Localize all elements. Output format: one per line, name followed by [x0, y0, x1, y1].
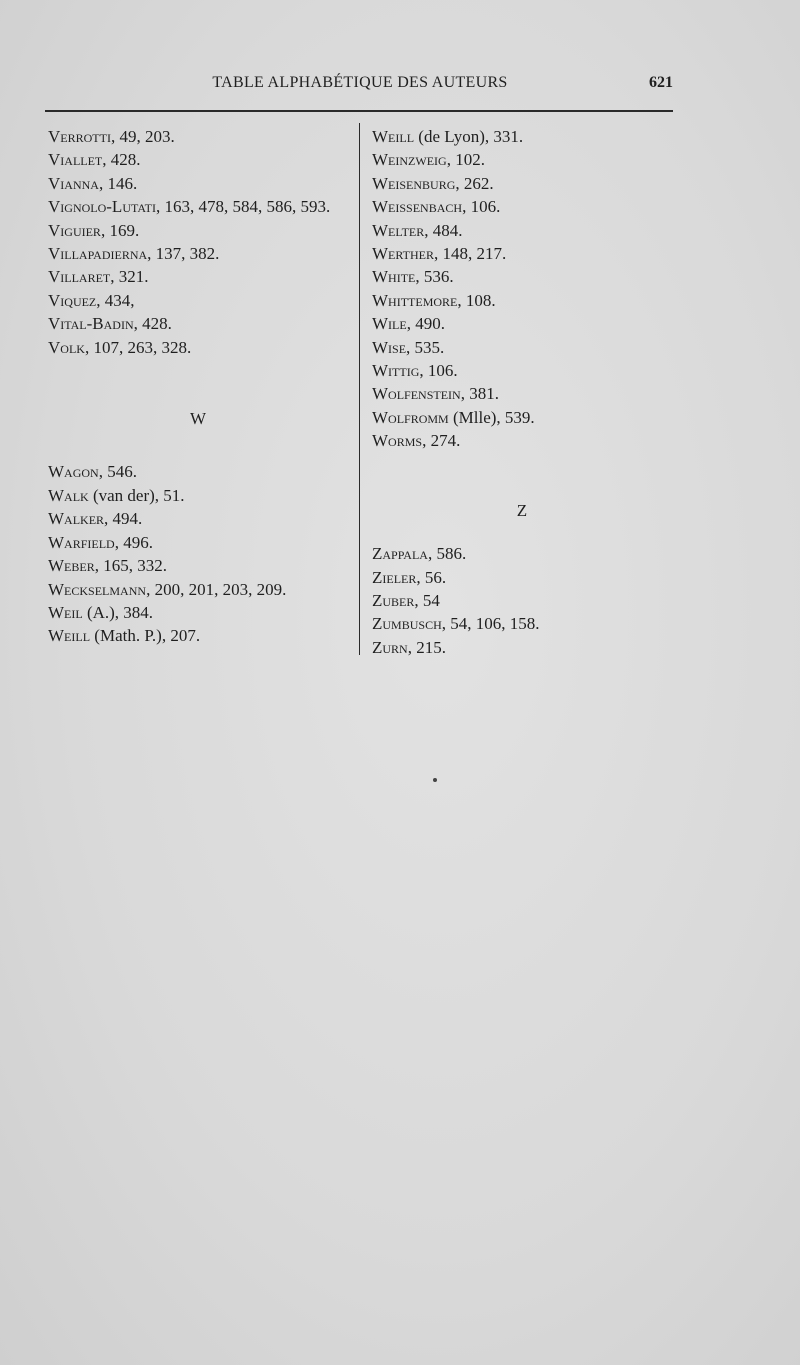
index-entry	[372, 265, 672, 288]
index-entry	[372, 542, 672, 565]
author-name: Volk	[48, 337, 85, 357]
index-entry	[372, 289, 672, 312]
author-name: Werther	[372, 244, 434, 264]
page-references: , 108.	[457, 290, 496, 310]
author-name: Villapadierna	[48, 244, 148, 264]
page-references: , 169.	[100, 220, 140, 240]
index-entry	[372, 312, 672, 335]
index-entry	[48, 289, 348, 312]
author-name: Zurn	[372, 637, 408, 657]
author-name: Villaret	[48, 267, 111, 287]
page-references: , 215.	[407, 637, 446, 657]
right-entries-z	[372, 542, 672, 659]
index-entry	[372, 242, 672, 265]
page-references: (van der), 51.	[88, 485, 185, 505]
page-references: , 102.	[446, 150, 485, 170]
page-references: , 137, 382.	[147, 244, 220, 264]
author-name: Weissenbach	[372, 197, 463, 217]
author-name: Weill	[372, 127, 415, 146]
index-entry	[372, 172, 672, 195]
right-column	[372, 125, 672, 659]
page-references: , 107, 263, 328.	[84, 337, 192, 357]
author-name: Zuber	[372, 590, 415, 610]
author-name: Wagon	[48, 462, 99, 482]
page-references: , 536.	[415, 267, 454, 287]
index-entry	[372, 612, 672, 635]
author-name: Zappala	[372, 544, 428, 564]
author-name: Vignolo-Lutati	[48, 197, 157, 217]
author-name: Worms	[372, 431, 423, 451]
page-references: , 274.	[422, 431, 461, 451]
page-references: (de Lyon), 331.	[414, 127, 524, 146]
index-entry	[48, 507, 348, 530]
page-references: , 428.	[133, 314, 172, 334]
page-references: , 262.	[455, 173, 494, 193]
left-entries-v	[48, 125, 348, 359]
page-references: , 54	[414, 590, 440, 610]
page-references: , 321.	[110, 267, 149, 287]
author-name: Viallet	[48, 150, 103, 170]
page-references: , 106.	[419, 361, 458, 381]
index-entry	[372, 382, 672, 405]
author-name: Walk	[48, 485, 89, 505]
page-references: (A.), 384.	[82, 602, 154, 622]
author-name: Warfield	[48, 532, 115, 552]
page-references: , 54, 106, 158.	[441, 614, 540, 634]
author-name: Zieler	[372, 567, 417, 587]
author-name: Welter	[372, 220, 425, 240]
right-entries-w	[372, 125, 672, 453]
index-entry	[48, 265, 348, 288]
page-references: , 535.	[406, 337, 445, 357]
index-entry	[372, 148, 672, 171]
index-entry	[372, 429, 672, 452]
page-references: , 56.	[416, 567, 447, 587]
header-title: TABLE ALPHABÉTIQUE DES AUTEURS	[212, 74, 508, 91]
author-name: Vianna	[48, 173, 99, 193]
author-name: Viquez	[48, 290, 97, 310]
page-references: (Mlle), 539.	[448, 407, 535, 427]
index-entry	[48, 312, 348, 335]
index-entry	[372, 566, 672, 589]
index-entry	[48, 148, 348, 171]
left-column	[48, 125, 348, 648]
index-entry	[48, 242, 348, 265]
author-name: Weber	[48, 556, 95, 576]
index-entry	[48, 460, 348, 483]
author-name: Weinzweig	[372, 150, 447, 170]
index-entry	[48, 172, 348, 195]
index-entry	[372, 336, 672, 359]
page-references: , 148, 217.	[434, 244, 507, 264]
page-references: , 165, 332.	[94, 556, 167, 576]
page-references: (Math. P.), 207.	[90, 626, 201, 646]
page-references: , 586.	[427, 544, 467, 564]
ink-speck	[433, 778, 437, 782]
page-references: , 434,	[96, 290, 135, 310]
author-name: Weill	[48, 626, 91, 646]
page-references: , 106.	[462, 197, 501, 217]
index-entry	[48, 531, 348, 554]
index-entry	[372, 219, 672, 242]
header-rule	[45, 110, 673, 112]
index-entry	[48, 484, 348, 507]
index-entry	[372, 359, 672, 382]
author-name: Wise	[372, 337, 407, 357]
index-entry	[48, 554, 348, 577]
page-references: , 484.	[424, 220, 463, 240]
page-references: , 200, 201, 203, 209.	[146, 579, 287, 599]
index-entry	[372, 195, 672, 218]
page-references: , 546.	[98, 462, 137, 482]
page-references: , 496.	[114, 532, 153, 552]
column-divider	[359, 123, 360, 655]
page-references: , 163, 478, 584, 586, 593.	[156, 197, 331, 217]
index-entry	[48, 125, 348, 148]
page-references: , 146.	[98, 173, 138, 193]
index-entry	[372, 125, 672, 148]
index-entry	[372, 589, 672, 612]
running-header	[45, 74, 675, 100]
author-name: Zumbusch	[372, 614, 442, 634]
index-entry	[372, 406, 672, 429]
page-references: , 428.	[102, 150, 141, 170]
section-letter-w: W	[189, 409, 207, 429]
author-name: Weil	[48, 602, 83, 622]
index-entry	[48, 624, 348, 647]
section-letter-z: Z	[516, 500, 528, 520]
author-name: Viguier	[48, 220, 101, 240]
author-name: Wile	[372, 314, 407, 334]
author-name: Weckselmann	[48, 579, 147, 599]
author-name: White	[372, 267, 416, 287]
page-references: , 49, 203.	[110, 127, 175, 146]
index-entry	[48, 219, 348, 242]
page-references: , 494.	[104, 509, 143, 529]
author-name: Wittig	[372, 361, 420, 381]
index-entry	[48, 195, 348, 218]
index-entry	[48, 601, 348, 624]
author-name: Weisenburg	[372, 173, 456, 193]
author-name: Walker	[48, 509, 105, 529]
page-references: , 381.	[460, 384, 499, 404]
index-entry	[48, 336, 348, 359]
author-name: Wolfromm	[372, 407, 449, 427]
author-name: Whittemore	[372, 290, 458, 310]
author-name: Vital-Badin	[48, 314, 134, 334]
author-name: Wolfenstein	[372, 384, 461, 404]
index-entry	[372, 636, 672, 659]
author-name: Verrotti	[48, 127, 111, 146]
left-entries-w	[48, 460, 348, 647]
index-entry	[48, 578, 348, 601]
page-number: 621	[649, 74, 673, 91]
page-references: , 490.	[406, 314, 445, 334]
